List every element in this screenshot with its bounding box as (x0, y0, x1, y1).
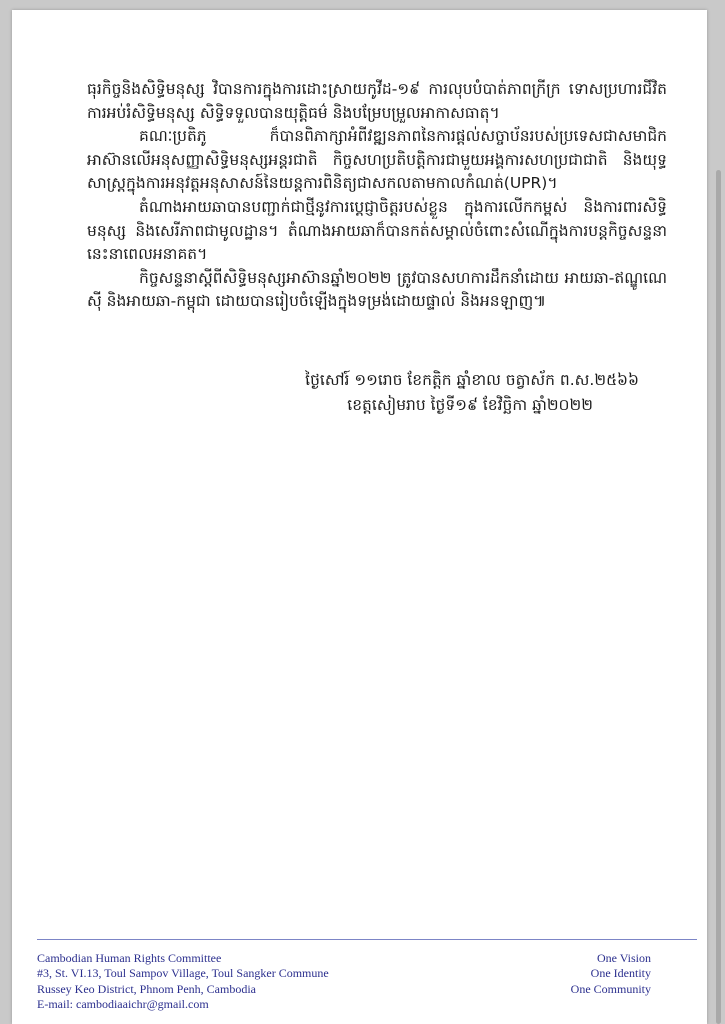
document-page (12, 10, 707, 1024)
motto-identity: One Identity (590, 966, 651, 981)
paragraph-delegation: គណៈប្រតិភូ ក៏បានពិភាក្សាអំពីវឌ្ឍនភាពនៃការផ្តល់សច្ចាប័នរបស់ប្រទេសជាសមាជិកអាស៊ានលើអនុសញ្ញាសិទ្ធិមនុស្សអន្តរជាតិ កិច្ចសហប្រតិបត្តិការជាមួយអង្គការសហប្រជាជាតិ និងយុទ្ធសាស្ត្រក្នុងការអនុវត្តអនុសាសន៍នៃយន្តការពិនិត្យជាសកលតាមកាលកំណត់(UPR)។ (87, 127, 667, 193)
paragraph-continuation: ធុរកិច្ចនិងសិទ្ធិមនុស្ស វិបានការក្នុងការដោះស្រាយកូវីដ-១៩ ការលុបបំបាត់ភាពក្រីក្រ ទោសប្រហារជីវិត ការអប់រំសិទ្ធិមនុស្ស សិទ្ធិទទួលបានយុត្តិធម៌ និងបម្រែបម្រួលអាកាសធាតុ។ (87, 80, 667, 122)
document-body (87, 78, 667, 314)
paragraph-aichr-commitment: តំណាងអាយឆាបានបញ្ជាក់ជាថ្មីនូវការប្តេជ្ញាចិត្តរបស់ខ្លួន ក្នុងការលើកកម្ពស់ និងការពារសិទ្ធិមនុស្ស និងសេរីភាពជាមូលដ្ឋាន។ តំណាងអាយឆាក៏បានកត់សម្គាល់ចំពោះសំណើក្នុងការបន្តកិច្ចសន្ទនានេះនាពេលអនាគត។ (87, 197, 667, 264)
dateline (305, 368, 639, 418)
organization-name: Cambodian Human Rights Committee (37, 951, 222, 965)
paragraph-dialogue-hosts: កិច្ចសន្ទនាស្តីពីសិទ្ធិមនុស្សអាស៊ានឆ្នាំ២០២២ ត្រូវបានសហការដឹកនាំដោយ អាយឆា-ឥណ្ឌូណេស៊ី និងអាយឆា-កម្ពុជា ដោយបានរៀបចំឡើងក្នុងទម្រង់ដោយផ្ទាល់ និងអនឡាញ៕ (87, 268, 667, 311)
place-date: ខេត្តសៀមរាប ថ្ងៃទី១៩ ខែវិច្ឆិកា ឆ្នាំ២០២២ (347, 396, 593, 414)
footer-address (37, 951, 329, 1012)
footer-motto (571, 951, 651, 997)
email-address: E-mail: cambodiaaichr@gmail.com (37, 996, 209, 1011)
vertical-scrollbar[interactable] (716, 170, 721, 1024)
lunar-date: ថ្ងៃសៅរ៍ ១១រោច ខែកត្តិក ឆ្នាំខាល ចត្វាស័ក ព.ស.២៥៦៦ (305, 371, 639, 389)
district-address: Russey Keo District, Phnom Penh, Cambodia (37, 981, 256, 996)
motto-community: One Community (570, 981, 651, 996)
street-address: #3, St. VI.13, Toul Sampov Village, Toul Sangker Commune (37, 966, 329, 981)
motto-vision: One Vision (596, 951, 651, 965)
footer-divider (37, 939, 697, 940)
